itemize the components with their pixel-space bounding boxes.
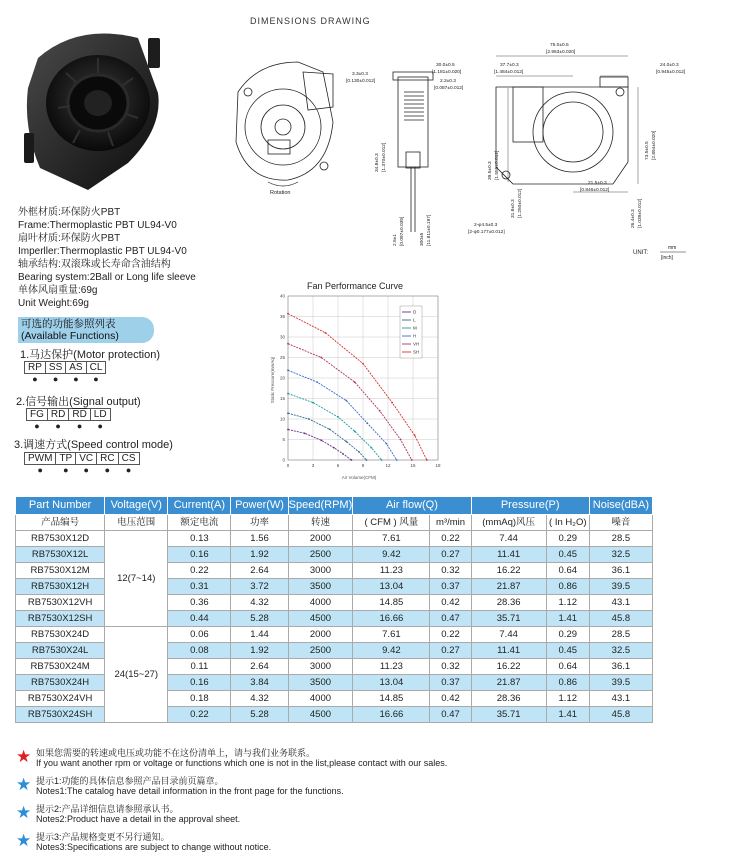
functions-title-en: (Available Functions) [21, 330, 119, 342]
table-cell: 32.5 [589, 547, 652, 563]
table-cell: 2500 [288, 547, 353, 563]
star-icon: ★ [16, 803, 32, 822]
table-cell: RB7530X24H [16, 675, 105, 691]
table-cell: 3500 [288, 675, 353, 691]
series-point [391, 402, 393, 404]
table-cell: 0.45 [546, 643, 589, 659]
table-row [16, 531, 653, 547]
table-cell: 3.72 [231, 579, 288, 595]
star-icon: ★ [16, 775, 32, 794]
table-cell: RB7530X12M [16, 563, 105, 579]
dim-12-inch: [2-φ0.177±0.012] [468, 230, 505, 235]
dim-13-inch: [2.894±0.020] [652, 130, 657, 160]
table-cell: 3.84 [231, 675, 288, 691]
dim-14-inch: [0.097±0.039] [400, 216, 405, 246]
notes [16, 748, 447, 860]
table-cell: 5.28 [231, 707, 288, 723]
table-cell: RB7530X12SH [16, 611, 105, 627]
material-specs [18, 206, 196, 310]
table-header-cell: Current(A) [168, 497, 231, 515]
table-cell: 0.64 [546, 659, 589, 675]
series-point [345, 400, 347, 402]
table-cell: RB7530X12H [16, 579, 105, 595]
series-point [287, 343, 289, 345]
option-cell: FG [27, 409, 48, 421]
spec-table [15, 496, 653, 723]
series-point [287, 429, 289, 431]
table-cell: 0.32 [430, 563, 471, 579]
series-point [345, 441, 347, 443]
dim-11-inch: [1.039±0.012] [638, 198, 643, 228]
table-cell: 1.44 [231, 627, 288, 643]
series-line-h [288, 370, 397, 460]
option-dot: ● [63, 465, 69, 475]
table-header-cell: Voltage(V) [105, 497, 168, 515]
series-point [358, 451, 360, 453]
table-subheader-cell: 转速 [288, 515, 353, 531]
series-point [354, 381, 356, 383]
table-cell: 36.1 [589, 659, 652, 675]
note-item [16, 832, 447, 852]
table-cell: 35.71 [471, 707, 546, 723]
dim-1: 3.3±0.3 [352, 72, 368, 77]
table-cell: 28.5 [589, 627, 652, 643]
spec-line: 轴承结构:双滚珠或长寿命含油结构 [18, 259, 171, 270]
table-cell: RB7530X24L [16, 643, 105, 659]
series-point [287, 412, 289, 414]
functions-title-cn: 可选的功能参照列表 [21, 318, 116, 330]
table-cell: 14.85 [353, 691, 430, 707]
series-point [308, 418, 310, 420]
table-cell: 0.44 [168, 611, 231, 627]
table-cell: 2500 [288, 643, 353, 659]
table-cell: 21.87 [471, 579, 546, 595]
table-cell: 0.22 [430, 627, 471, 643]
option-cell: CS [118, 453, 139, 465]
option-cell: AS [66, 362, 86, 374]
table-cell: 16.22 [471, 563, 546, 579]
table-cell: 4000 [288, 691, 353, 707]
legend-label: VH [413, 341, 420, 347]
table-cell: 28.36 [471, 691, 546, 707]
spec-line: Frame:Thermoplastic PBT UL94-V0 [18, 220, 177, 231]
table-cell: 0.22 [168, 563, 231, 579]
dim-10: 21.5±0.3 [588, 181, 607, 186]
table-cell: 11.23 [353, 563, 430, 579]
table-cell: 0.36 [168, 595, 231, 611]
table-header-cell: Noise(dBA) [589, 497, 652, 515]
dim-6: 24.0±0.3 [660, 63, 679, 68]
y-tick-label: 40 [279, 293, 285, 299]
table-cell: RB7530X12L [16, 547, 105, 563]
table-cell: 0.22 [168, 707, 231, 723]
dim-14: 2.5±1 [393, 234, 398, 246]
table-cell: 0.86 [546, 579, 589, 595]
dim-6-inch: [0.945±0.012] [656, 70, 686, 75]
table-cell: 0.29 [546, 627, 589, 643]
dimensions-drawing [228, 32, 728, 262]
series-point [287, 393, 289, 395]
table-cell: 0.27 [430, 547, 471, 563]
option-dot: ● [104, 465, 111, 475]
table-header-cell: Speed(RPM) [288, 497, 353, 515]
table-cell: 39.5 [589, 675, 652, 691]
dim-9: 31.8±0.3 [511, 199, 516, 218]
table-cell: 2000 [288, 627, 353, 643]
table-cell: 11.23 [353, 659, 430, 675]
x-tick-label: 12 [385, 463, 391, 468]
series-line-d [288, 430, 351, 461]
table-cell: 3000 [288, 659, 353, 675]
table-cell: 7.61 [353, 531, 430, 547]
series-point [351, 459, 353, 461]
table-cell: 1.56 [231, 531, 288, 547]
table-cell: RB7530X24VH [16, 691, 105, 707]
note-cn: 提示3:产品规格变更不另行通知。 [36, 832, 170, 842]
dim-8-inch: [1.555±0.012] [495, 150, 500, 180]
table-cell: 28.36 [471, 595, 546, 611]
dim-5: 75.0±0.5 [550, 43, 569, 48]
table-cell: 0.86 [546, 675, 589, 691]
table-cell: 9.42 [353, 547, 430, 563]
dim-2-inch: [1.181±0.020] [432, 70, 462, 75]
table-subheader-cell: ( In H₂O) [546, 515, 589, 531]
table-cell: 0.06 [168, 627, 231, 643]
series-point [320, 357, 322, 359]
series-point [325, 332, 327, 334]
option-dot: ● [52, 374, 59, 384]
table-cell: 9.42 [353, 643, 430, 659]
series-point [362, 363, 364, 365]
series-point [381, 459, 383, 461]
series-point [354, 430, 356, 432]
table-cell: 45.8 [589, 611, 652, 627]
table-cell: 0.11 [168, 659, 231, 675]
chart-title: Fan Performance Curve [306, 281, 404, 291]
y-tick-label: 0 [282, 457, 285, 463]
table-cell: 0.18 [168, 691, 231, 707]
table-cell: 7.44 [471, 627, 546, 643]
series-line-l [288, 413, 367, 460]
table-cell: 5.28 [231, 611, 288, 627]
drawing-title: DIMENSIONS DRAWING [250, 16, 371, 26]
option-cell: $\overline{RD}$ [69, 409, 90, 421]
voltage-group-cell: 24(15~27) [105, 627, 168, 723]
series-point [414, 435, 416, 437]
note-cn: 提示2:产品详细信息请参照承认书。 [36, 804, 179, 814]
table-cell: 1.92 [231, 547, 288, 563]
table-cell: RB7530X12D [16, 531, 105, 547]
series-point [411, 459, 413, 461]
motor-protection-title: 1.马达保护(Motor protection) [20, 349, 160, 361]
table-cell: 4000 [288, 595, 353, 611]
spec-line: 单体风扇重量:69g [18, 285, 98, 296]
table-cell: 0.27 [430, 643, 471, 659]
table-cell: 7.61 [353, 627, 430, 643]
star-icon: ★ [16, 831, 32, 850]
table-cell: 7.44 [471, 531, 546, 547]
spec-line: Imperller:Thermoplastic PBT UL94-V0 [18, 246, 187, 257]
dim-9-inch: [1.250±0.012] [518, 188, 523, 218]
table-header-cell: Power(W) [231, 497, 288, 515]
series-point [366, 422, 368, 424]
table-subheader-cell: (mmAq)风压 [471, 515, 546, 531]
dim-7: 34.8±0.3 [375, 153, 380, 172]
table-cell: 0.08 [168, 643, 231, 659]
series-point [396, 459, 398, 461]
table-subheader-cell: m³/min [430, 515, 471, 531]
table-cell: 32.5 [589, 643, 652, 659]
note-item [16, 776, 447, 796]
note-item [16, 748, 447, 768]
speed-control-title: 3.调速方式(Speed control mode) [14, 439, 173, 451]
table-cell: 4.32 [231, 595, 288, 611]
table-cell: 16.66 [353, 707, 430, 723]
x-tick-label: 0 [286, 463, 290, 468]
option-cell: LD [90, 409, 110, 421]
option-cell: SS [45, 362, 65, 374]
option-dot: ● [73, 374, 79, 384]
x-tick-label: 18 [435, 463, 441, 468]
dim-13: 73.5±0.5 [645, 141, 650, 160]
table-cell: 0.22 [430, 531, 471, 547]
legend-label: H [413, 333, 417, 339]
option-dot: ● [97, 421, 103, 431]
rotation-label: Rotation [270, 190, 291, 196]
table-row [16, 627, 653, 643]
motor-protection-options [24, 361, 106, 384]
fan-photo [18, 18, 168, 193]
option-dot: ● [32, 374, 38, 384]
table-cell: 2.64 [231, 563, 288, 579]
option-dot: ● [37, 465, 43, 475]
unit-label: UNIT: [633, 250, 648, 256]
option-cell: TP [56, 453, 76, 465]
series-point [304, 432, 306, 434]
available-functions-heading [18, 317, 154, 343]
series-point [316, 381, 318, 383]
table-cell: 0.13 [168, 531, 231, 547]
back-view [496, 77, 628, 184]
option-dot: ● [34, 421, 40, 431]
dim-8: 39.5±0.3 [488, 161, 493, 180]
series-point [426, 459, 428, 461]
table-cell: 2.64 [231, 659, 288, 675]
table-cell: 3500 [288, 579, 353, 595]
chart-xlabel: Air Volume(CFM) [341, 475, 377, 480]
table-cell: 4500 [288, 707, 353, 723]
table-cell: 28.5 [589, 531, 652, 547]
note-item [16, 804, 447, 824]
legend-label: SH [413, 349, 420, 355]
table-cell: 43.1 [589, 595, 652, 611]
dim-12: 2-φ4.5±0.3 [474, 223, 498, 228]
table-cell: 43.1 [589, 691, 652, 707]
option-cell: RP [25, 362, 46, 374]
table-cell: 39.5 [589, 579, 652, 595]
signal-output-title: 2.信号输出(Signal output) [16, 396, 141, 408]
option-dot: ● [83, 465, 89, 475]
table-subheader-cell: 产品编号 [16, 515, 105, 531]
table-cell: 1.12 [546, 691, 589, 707]
series-point [312, 402, 314, 404]
option-cell: RD [47, 409, 68, 421]
dim-10-inch: [0.846±0.012] [580, 188, 610, 193]
y-tick-label: 30 [279, 334, 285, 340]
table-cell: 16.22 [471, 659, 546, 675]
table-cell: RB7530X24D [16, 627, 105, 643]
table-cell: 1.41 [546, 707, 589, 723]
signal-output-options [26, 408, 111, 431]
legend-label: L [413, 317, 416, 323]
table-cell: 0.32 [430, 659, 471, 675]
table-cell: 11.41 [471, 643, 546, 659]
table-cell: 1.41 [546, 611, 589, 627]
dim-3: 2.2±0.3 [440, 79, 456, 84]
note-cn: 提示1:功能的具体信息参照产品目录前页篇章。 [36, 776, 224, 786]
x-tick-label: 15 [410, 463, 416, 468]
note-en: Notes1:The catalog have detail information in the front page for the functions. [36, 786, 344, 796]
legend-label: M [413, 325, 417, 331]
dim-11: 26.4±0.3 [631, 209, 636, 228]
table-subheader-cell: 额定电流 [168, 515, 231, 531]
table-cell: 1.92 [231, 643, 288, 659]
table-header-cell: Pressure(P) [471, 497, 589, 515]
option-dot: ● [76, 421, 83, 431]
note-en: If you want another rpm or voltage or functions which one is not in the list,please contact with our sales. [36, 758, 448, 768]
table-cell: 21.87 [471, 675, 546, 691]
table-header-cell: Air flow(Q) [353, 497, 471, 515]
table-cell: 16.66 [353, 611, 430, 627]
option-cell: VC [76, 453, 97, 465]
table-cell: 0.64 [546, 563, 589, 579]
note-en: Notes3:Specifications are subject to change without notice. [36, 842, 272, 852]
series-line-m [288, 394, 382, 461]
series-point [287, 369, 289, 371]
y-tick-label: 15 [279, 396, 285, 401]
side-view [393, 72, 433, 232]
x-tick-label: 6 [336, 463, 340, 468]
chart-ylabel: Static Pressure(mmAq) [270, 356, 275, 404]
table-cell: 14.85 [353, 595, 430, 611]
unit-mm: mm [668, 245, 677, 251]
option-cell: RC [97, 453, 118, 465]
series-point [337, 416, 339, 418]
table-cell: 0.37 [430, 579, 471, 595]
series-point [385, 443, 387, 445]
table-cell: 0.29 [546, 531, 589, 547]
option-dot: ● [55, 421, 61, 431]
note-en: Notes2:Product have a detail in the approval sheet. [36, 814, 241, 824]
x-tick-label: 9 [361, 463, 365, 468]
table-header-cell: Part Number [16, 497, 105, 515]
spec-line: 扇叶材质:环保防火PBT [18, 233, 121, 244]
table-cell: 11.41 [471, 547, 546, 563]
table-subheader-cell: 功率 [231, 515, 288, 531]
fan-performance-chart [262, 280, 448, 482]
table-cell: 2000 [288, 531, 353, 547]
table-cell: 0.47 [430, 707, 471, 723]
dim-7-inch: [1.370±0.012] [382, 142, 387, 172]
unit-inch: [inch] [661, 255, 673, 261]
dim-4: 37.7±0.3 [500, 63, 519, 68]
dim-4-inch: [1.484±0.012] [494, 70, 524, 75]
table-subheader-cell: 电压范围 [105, 515, 168, 531]
option-dot: ● [125, 465, 132, 475]
x-tick-label: 3 [311, 463, 315, 468]
series-point [379, 410, 381, 412]
note-cn: 如果您需要的转速或电压或功能不在这份清单上，请与我们业务联系。 [36, 748, 316, 758]
dim-3-inch: [0.087±0.012] [434, 86, 464, 91]
table-cell: 3000 [288, 563, 353, 579]
y-tick-label: 20 [279, 375, 285, 381]
table-cell: 0.45 [546, 547, 589, 563]
table-cell: 0.16 [168, 675, 231, 691]
y-tick-label: 25 [279, 355, 285, 360]
spec-line: 外框材质:环保防火PBT [18, 207, 121, 218]
table-cell: 0.42 [430, 595, 471, 611]
table-cell: 1.12 [546, 595, 589, 611]
table-cell: RB7530X24M [16, 659, 105, 675]
table-cell: 0.47 [430, 611, 471, 627]
series-point [320, 439, 322, 441]
option-dot: ● [93, 374, 99, 384]
table-cell: 0.42 [430, 691, 471, 707]
series-point [342, 453, 344, 455]
series-point [370, 447, 372, 449]
y-tick-label: 5 [282, 437, 285, 442]
table-cell: RB7530X12VH [16, 595, 105, 611]
spec-line: Bearing system:2Ball or Long life sleeve [18, 272, 196, 283]
dim-5-inch: [2.953±0.020] [546, 50, 576, 55]
y-tick-label: 35 [279, 314, 285, 319]
table-subheader-cell: 噪音 [589, 515, 652, 531]
y-tick-label: 10 [279, 416, 285, 422]
table-cell: 36.1 [589, 563, 652, 579]
table-cell: 4500 [288, 611, 353, 627]
option-cell: CL [86, 362, 106, 374]
table-cell: 0.37 [430, 675, 471, 691]
table-cell: 13.04 [353, 675, 430, 691]
table-cell: RB7530X24SH [16, 707, 105, 723]
series-point [400, 439, 402, 441]
series-point [366, 459, 368, 461]
dim-2: 30.0±0.5 [436, 63, 455, 68]
speed-control-options [24, 452, 140, 475]
dim-1-inch: [0.130±0.012] [346, 79, 376, 84]
dim-15: 300±5 [420, 232, 425, 246]
table-cell: 13.04 [353, 579, 430, 595]
table-cell: 4.32 [231, 691, 288, 707]
front-view [236, 62, 333, 180]
legend-label: D [413, 309, 417, 315]
table-cell: 45.8 [589, 707, 652, 723]
series-point [287, 313, 289, 315]
series-line-vh [288, 344, 412, 460]
series-point [329, 428, 331, 430]
spec-line: Unit Weight:69g [18, 298, 89, 309]
table-cell: 0.16 [168, 547, 231, 563]
series-point [333, 447, 335, 449]
star-icon: ★ [16, 747, 32, 766]
option-cell: PWM [25, 453, 56, 465]
table-subheader-cell: ( CFM ) 风量 [353, 515, 430, 531]
table-cell: 35.71 [471, 611, 546, 627]
dim-15-inch: [11.811±0.197] [427, 214, 432, 246]
table-cell: 0.31 [168, 579, 231, 595]
voltage-group-cell: 12(7~14) [105, 531, 168, 627]
